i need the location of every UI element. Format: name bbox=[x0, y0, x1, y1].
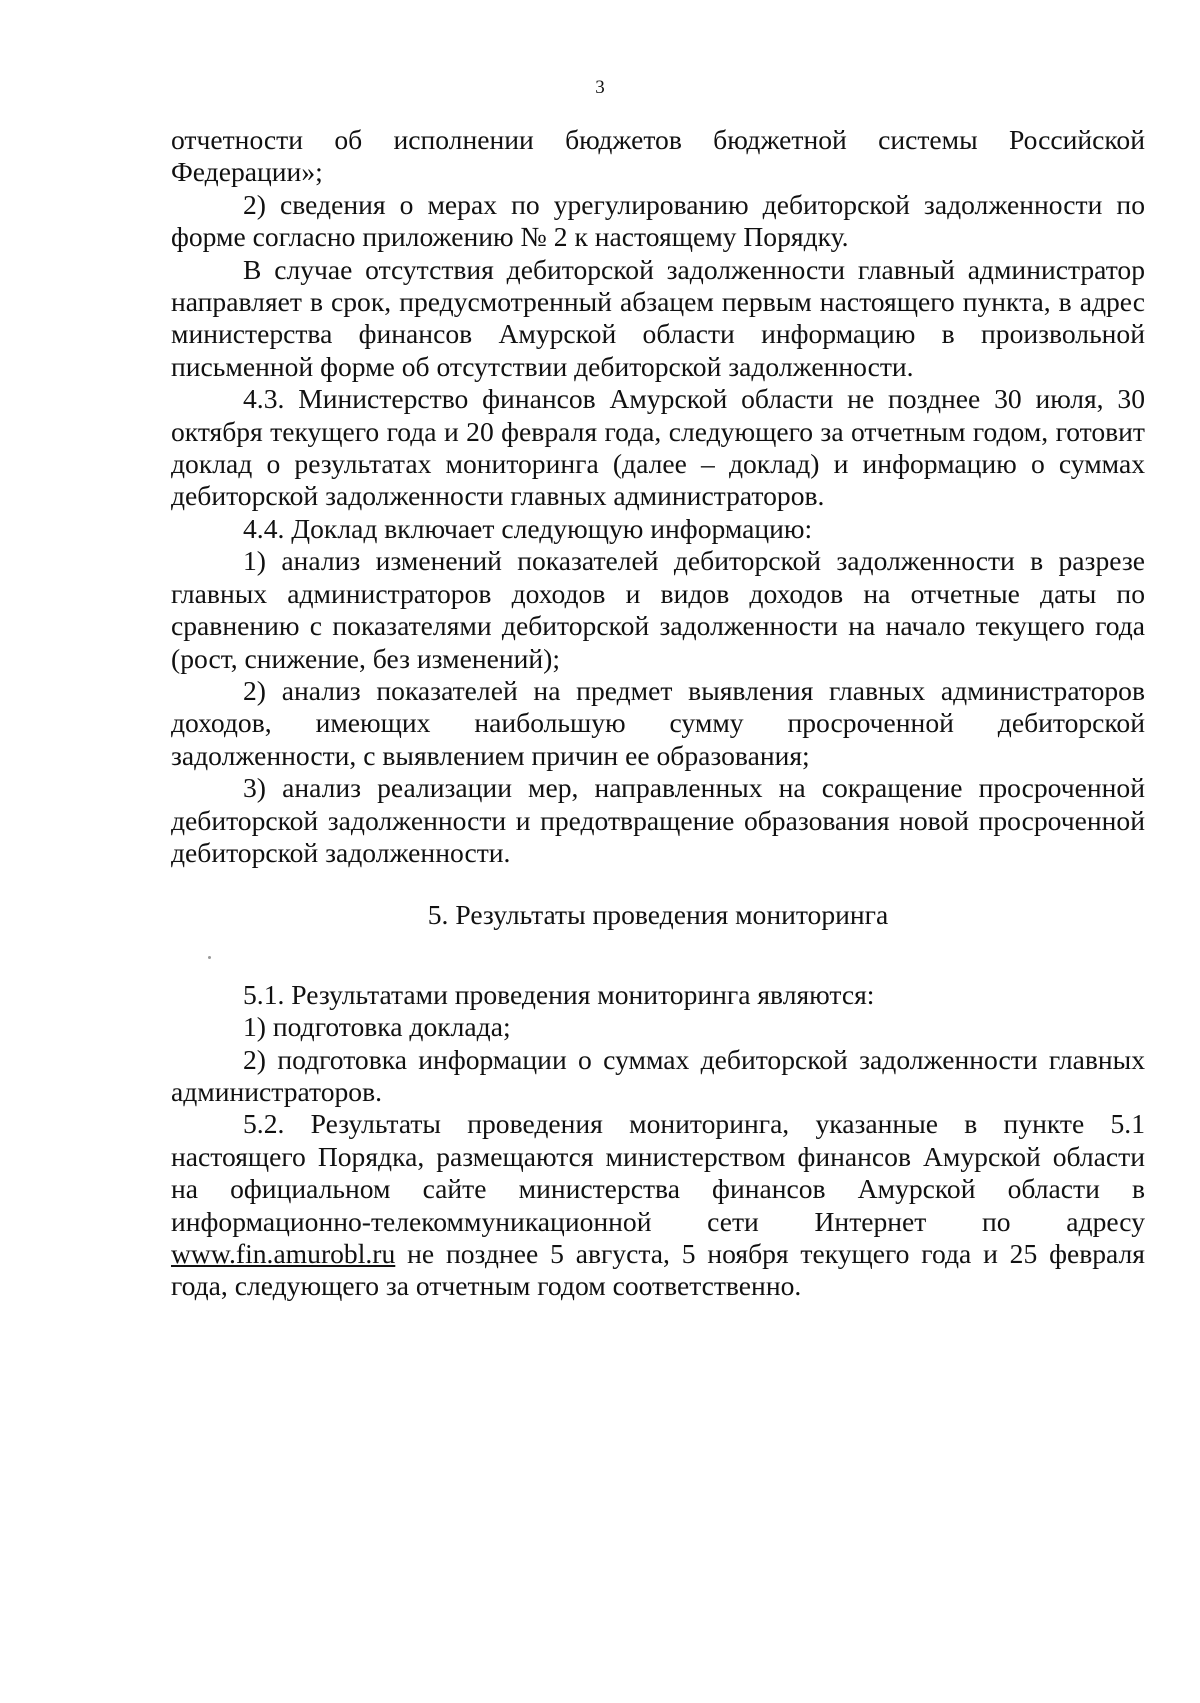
section-heading: 5. Результаты проведения мониторинга bbox=[427, 899, 889, 931]
page-number: 3 bbox=[595, 77, 605, 98]
paragraph-5-1: 5.1. Результатами проведения мониторинга являются: bbox=[243, 978, 875, 1010]
paragraph-item-2-measures: 2) сведения о мерах по урегулированию дебиторской задолженности по форме согласно приложению № 2 к настоящему Порядку. bbox=[171, 188, 1145, 253]
paragraph-4-3: 4.3. Министерство финансов Амурской области не позднее 30 июля, 30 октября текущего года и 20 февраля года, следующего за отчетным годом, готовит доклад о результатах мониторинга (далее – доклад) и информацию о суммах дебиторской задолженности главных администраторов. bbox=[171, 383, 1145, 512]
paragraph-5-2 bbox=[171, 1108, 1145, 1302]
paragraph-5-2-text-start: 5.2. Результаты проведения мониторинга, указанные в пункте 5.1 настоящего Порядка, размещаются министерством финансов Амурской области на официальном сайте министерства финансов Амурской области в информационно-телекоммуникационной сети Интернет по адресу bbox=[171, 1108, 1145, 1237]
document-body bbox=[171, 124, 1145, 1303]
paragraph-5-1-item-2: 2) подготовка информации о суммах дебиторской задолженности главных администраторов. bbox=[171, 1043, 1145, 1107]
paragraph-4-4-item-2: 2) анализ показателей на предмет выявления главных администраторов доходов, имеющих наибольшую сумму просроченной дебиторской задолженности, с выявлением причин ее образования; bbox=[171, 674, 1145, 771]
paragraph-continuation: отчетности об исполнении бюджетов бюджетной системы Российской Федерации»; bbox=[171, 124, 1145, 188]
paragraph-no-debt: В случае отсутствия дебиторской задолженности главный администратор направляет в срок, предусмотренный абзацем первым настоящего пункта, в адрес министерства финансов Амурской области информацию в произвольной письменной форме об отсутствии дебиторской задолженности. bbox=[171, 253, 1145, 382]
paragraph-5-2-text-end: не позднее 5 августа, 5 ноября текущего года и 25 февраля года, следующего за отчетным годом соответственно. bbox=[171, 1238, 1145, 1302]
paragraph-4-4-item-3: 3) анализ реализации мер, направленных на сокращение просроченной дебиторской задолженности и предотвращение образования новой просроченной дебиторской задолженности. bbox=[171, 772, 1145, 868]
paragraph-4-4: 4.4. Доклад включает следующую информацию: bbox=[243, 512, 813, 544]
scan-speck bbox=[208, 956, 211, 959]
paragraph-4-4-item-1: 1) анализ изменений показателей дебиторской задолженности в разрезе главных администраторов доходов и видов доходов на отчетные даты по сравнению с показателями дебиторской задолженности на начало текущего года (рост, снижение, без изменений); bbox=[171, 545, 1145, 674]
website-link[interactable]: www.fin.amurobl.ru bbox=[171, 1238, 396, 1269]
paragraph-5-1-item-1: 1) подготовка доклада; bbox=[243, 1011, 511, 1043]
